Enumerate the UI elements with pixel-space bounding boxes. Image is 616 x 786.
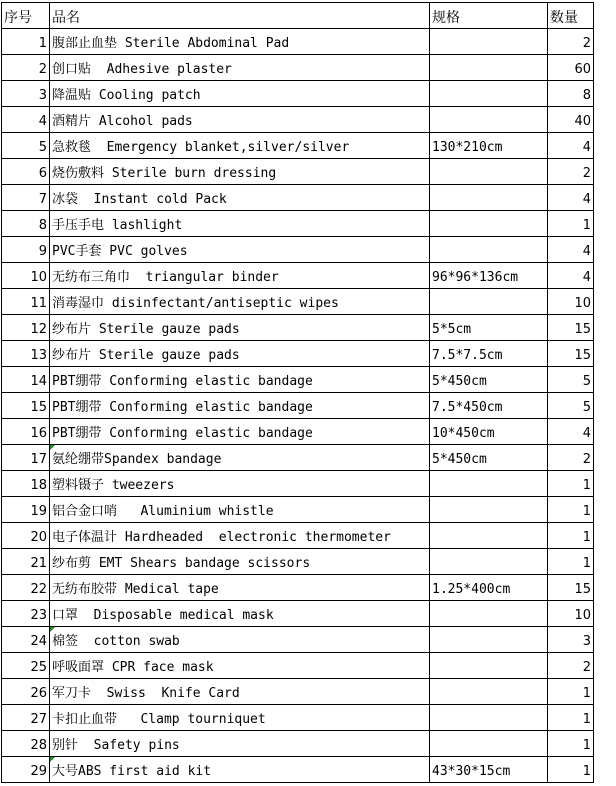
- cell-spec[interactable]: [430, 237, 548, 263]
- cell-name[interactable]: 塑料镊子 tweezers: [50, 471, 430, 497]
- cell-spec[interactable]: [430, 107, 548, 133]
- cell-name[interactable]: PBT绷带 Conforming elastic bandage: [50, 419, 430, 445]
- cell-qty[interactable]: 5: [548, 393, 594, 419]
- cell-qty[interactable]: 4: [548, 133, 594, 159]
- cell-spec[interactable]: [430, 289, 548, 315]
- cell-qty[interactable]: 60: [548, 55, 594, 81]
- cell-index[interactable]: 12: [2, 315, 50, 341]
- table-row: [2, 497, 594, 523]
- cell-spec[interactable]: 10*450cm: [430, 419, 548, 445]
- cell-name[interactable]: PBT绷带 Conforming elastic bandage: [50, 367, 430, 393]
- cell-qty[interactable]: 1: [548, 471, 594, 497]
- cell-index[interactable]: 17: [2, 445, 50, 471]
- cell-name[interactable]: 降温贴 Cooling patch: [50, 81, 430, 107]
- cell-index[interactable]: 29: [2, 757, 50, 783]
- cell-index[interactable]: 23: [2, 601, 50, 627]
- cell-qty[interactable]: 2: [548, 653, 594, 679]
- table-row: [2, 367, 594, 393]
- cell-qty[interactable]: 1: [548, 679, 594, 705]
- cell-spec[interactable]: 5*450cm: [430, 445, 548, 471]
- cell-name[interactable]: 口罩 Disposable medical mask: [50, 601, 430, 627]
- table-row: [2, 757, 594, 783]
- cell-name[interactable]: 呼吸面罩 CPR face mask: [50, 653, 430, 679]
- cell-name[interactable]: 军刀卡 Swiss Knife Card: [50, 679, 430, 705]
- cell-spec[interactable]: 7.5*450cm: [430, 393, 548, 419]
- cell-name[interactable]: 铝合金口哨 Aluminium whistle: [50, 497, 430, 523]
- header-row: [2, 3, 594, 29]
- cell-qty[interactable]: 1: [548, 731, 594, 757]
- cell-index[interactable]: 15: [2, 393, 50, 419]
- cell-index[interactable]: 16: [2, 419, 50, 445]
- cell-spec[interactable]: [430, 55, 548, 81]
- cell-name[interactable]: PBT绷带 Conforming elastic bandage: [50, 393, 430, 419]
- cell-qty[interactable]: 4: [548, 263, 594, 289]
- cell-qty[interactable]: 2: [548, 159, 594, 185]
- cell-spec[interactable]: 5*450cm: [430, 367, 548, 393]
- cell-qty[interactable]: 10: [548, 289, 594, 315]
- cell-spec[interactable]: [430, 731, 548, 757]
- cell-spec[interactable]: [430, 471, 548, 497]
- cell-spec[interactable]: [430, 549, 548, 575]
- cell-qty[interactable]: 1: [548, 705, 594, 731]
- cell-qty[interactable]: 1: [548, 523, 594, 549]
- cell-index[interactable]: 18: [2, 471, 50, 497]
- cell-index[interactable]: 22: [2, 575, 50, 601]
- table-row: [2, 601, 594, 627]
- cell-qty[interactable]: 3: [548, 627, 594, 653]
- header-spec[interactable]: 规格: [430, 3, 548, 29]
- cell-name[interactable]: 酒精片 Alcohol pads: [50, 107, 430, 133]
- cell-index[interactable]: 21: [2, 549, 50, 575]
- cell-name[interactable]: 棉签 cotton swab: [50, 627, 430, 653]
- table-row: [2, 289, 594, 315]
- cell-index[interactable]: 7: [2, 185, 50, 211]
- cell-name[interactable]: 腹部止血垫 Sterile Abdominal Pad: [50, 29, 430, 55]
- cell-name[interactable]: 卡扣止血带 Clamp tourniquet: [50, 705, 430, 731]
- table-row: [2, 107, 594, 133]
- cell-qty[interactable]: 1: [548, 211, 594, 237]
- cell-spec[interactable]: 1.25*400cm: [430, 575, 548, 601]
- header-qty[interactable]: 数量: [548, 3, 594, 29]
- cell-spec[interactable]: [430, 159, 548, 185]
- cell-spec[interactable]: [430, 523, 548, 549]
- cell-index[interactable]: 11: [2, 289, 50, 315]
- cell-name[interactable]: 冰袋 Instant cold Pack: [50, 185, 430, 211]
- cell-spec[interactable]: 7.5*7.5cm: [430, 341, 548, 367]
- cell-qty[interactable]: 1: [548, 497, 594, 523]
- table-row: [2, 705, 594, 731]
- cell-spec[interactable]: [430, 679, 548, 705]
- item-table: [1, 2, 594, 783]
- table-row: [2, 471, 594, 497]
- table-row: [2, 55, 594, 81]
- cell-name[interactable]: 纱布片 Sterile gauze pads: [50, 315, 430, 341]
- cell-index[interactable]: 27: [2, 705, 50, 731]
- table-row: [2, 549, 594, 575]
- cell-qty[interactable]: 15: [548, 575, 594, 601]
- cell-qty[interactable]: 4: [548, 237, 594, 263]
- table-row: [2, 419, 594, 445]
- cell-index[interactable]: 10: [2, 263, 50, 289]
- cell-index[interactable]: 19: [2, 497, 50, 523]
- cell-qty[interactable]: 8: [548, 81, 594, 107]
- cell-qty[interactable]: 15: [548, 315, 594, 341]
- cell-qty[interactable]: 2: [548, 29, 594, 55]
- cell-index[interactable]: 28: [2, 731, 50, 757]
- table-row: [2, 679, 594, 705]
- cell-index[interactable]: 9: [2, 237, 50, 263]
- cell-spec[interactable]: [430, 81, 548, 107]
- cell-spec[interactable]: 130*210cm: [430, 133, 548, 159]
- table-row: [2, 211, 594, 237]
- cell-qty[interactable]: 4: [548, 419, 594, 445]
- cell-qty[interactable]: 10: [548, 601, 594, 627]
- table-row: [2, 523, 594, 549]
- header-index[interactable]: 序号: [2, 3, 50, 29]
- cell-index[interactable]: 24: [2, 627, 50, 653]
- cell-name[interactable]: 烧伤敷料 Sterile burn dressing: [50, 159, 430, 185]
- spreadsheet: [1, 2, 594, 783]
- cell-spec[interactable]: [430, 497, 548, 523]
- cell-spec[interactable]: 5*5cm: [430, 315, 548, 341]
- table-row: [2, 653, 594, 679]
- cell-name[interactable]: 纱布片 Sterile gauze pads: [50, 341, 430, 367]
- cell-spec[interactable]: [430, 29, 548, 55]
- table-row: [2, 133, 594, 159]
- cell-spec[interactable]: [430, 185, 548, 211]
- cell-name[interactable]: 无纺布胶带 Medical tape: [50, 575, 430, 601]
- cell-spec[interactable]: [430, 627, 548, 653]
- table-row: [2, 185, 594, 211]
- cell-name[interactable]: PVC手套 PVC golves: [50, 237, 430, 263]
- cell-index[interactable]: 13: [2, 341, 50, 367]
- table-row: [2, 627, 594, 653]
- table-row: [2, 81, 594, 107]
- cell-name[interactable]: 氨纶绷带Spandex bandage: [50, 445, 430, 471]
- table-row: [2, 575, 594, 601]
- cell-index[interactable]: 25: [2, 653, 50, 679]
- cell-name[interactable]: 电子体温计 Hardheaded electronic thermometer: [50, 523, 430, 549]
- cell-qty[interactable]: 1: [548, 757, 594, 783]
- cell-index[interactable]: 4: [2, 107, 50, 133]
- cell-qty[interactable]: 40: [548, 107, 594, 133]
- cell-spec[interactable]: [430, 601, 548, 627]
- cell-index[interactable]: 14: [2, 367, 50, 393]
- cell-index[interactable]: 6: [2, 159, 50, 185]
- cell-spec[interactable]: 96*96*136cm: [430, 263, 548, 289]
- table-row: [2, 263, 594, 289]
- cell-spec[interactable]: 43*30*15cm: [430, 757, 548, 783]
- table-row: [2, 237, 594, 263]
- cell-name[interactable]: 急救毯 Emergency blanket,silver/silver: [50, 133, 430, 159]
- cell-name[interactable]: 纱布剪 EMT Shears bandage scissors: [50, 549, 430, 575]
- cell-index[interactable]: 26: [2, 679, 50, 705]
- cell-name[interactable]: 无纺布三角巾 triangular binder: [50, 263, 430, 289]
- cell-qty[interactable]: 4: [548, 185, 594, 211]
- cell-index[interactable]: 8: [2, 211, 50, 237]
- cell-name[interactable]: 创口贴 Adhesive plaster: [50, 55, 430, 81]
- table-row: [2, 393, 594, 419]
- table-body: [2, 29, 594, 783]
- cell-index[interactable]: 1: [2, 29, 50, 55]
- cell-qty[interactable]: 2: [548, 445, 594, 471]
- table-row: [2, 29, 594, 55]
- cell-qty[interactable]: 15: [548, 341, 594, 367]
- table-row: [2, 731, 594, 757]
- table-row: [2, 159, 594, 185]
- cell-name[interactable]: 别针 Safety pins: [50, 731, 430, 757]
- cell-index[interactable]: 3: [2, 81, 50, 107]
- cell-qty[interactable]: 5: [548, 367, 594, 393]
- cell-index[interactable]: 5: [2, 133, 50, 159]
- cell-qty[interactable]: 1: [548, 549, 594, 575]
- cell-name[interactable]: 手压手电 lashlight: [50, 211, 430, 237]
- cell-spec[interactable]: [430, 653, 548, 679]
- cell-index[interactable]: 2: [2, 55, 50, 81]
- cell-name[interactable]: 大号ABS first aid kit: [50, 757, 430, 783]
- cell-spec[interactable]: [430, 211, 548, 237]
- table-row: [2, 341, 594, 367]
- table-row: [2, 445, 594, 471]
- cell-spec[interactable]: [430, 705, 548, 731]
- cell-index[interactable]: 20: [2, 523, 50, 549]
- header-name[interactable]: 品名: [50, 3, 430, 29]
- cell-name[interactable]: 消毒湿巾 disinfectant/antiseptic wipes: [50, 289, 430, 315]
- table-row: [2, 315, 594, 341]
